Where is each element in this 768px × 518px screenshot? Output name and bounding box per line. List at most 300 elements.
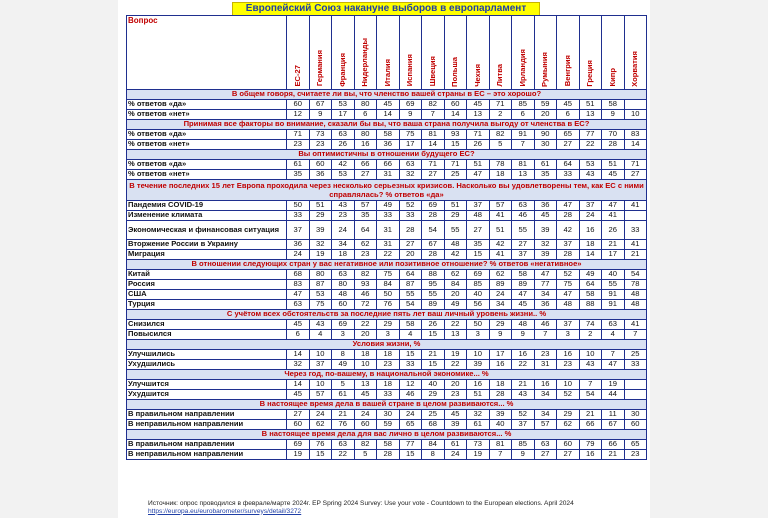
table-cell: 21 — [602, 240, 625, 250]
table-cell: 21 — [512, 380, 535, 390]
table-cell: 67 — [422, 240, 445, 250]
table-cell: 22 — [512, 360, 535, 370]
table-cell: 61 — [534, 160, 557, 170]
table-row — [127, 380, 647, 390]
section-header-row — [127, 120, 647, 130]
table-cell: 93 — [444, 130, 467, 140]
table-cell: 65 — [557, 130, 580, 140]
table-cell — [624, 390, 647, 400]
table-cell: 35 — [534, 170, 557, 180]
table-cell: 4 — [399, 330, 422, 340]
table-cell: 31 — [377, 221, 400, 240]
table-cell: 58 — [602, 100, 625, 110]
column-header — [287, 16, 310, 90]
table-row — [127, 130, 647, 140]
column-header-label: Венгрия — [562, 55, 572, 87]
table-cell: 3 — [467, 330, 490, 340]
table-cell: 25 — [422, 410, 445, 420]
table-cell: 40 — [489, 420, 512, 430]
table-row — [127, 221, 647, 240]
table-cell: 71 — [467, 130, 490, 140]
table-cell: 81 — [422, 130, 445, 140]
table-cell: 9 — [512, 450, 535, 460]
table-cell: 16 — [557, 350, 580, 360]
table-cell: 42 — [557, 221, 580, 240]
table-cell: 80 — [354, 100, 377, 110]
table-cell: 35 — [287, 170, 310, 180]
table-cell: 78 — [624, 280, 647, 290]
table-row — [127, 440, 647, 450]
table-cell: 71 — [287, 130, 310, 140]
table-cell: 44 — [602, 390, 625, 400]
table-cell: 18 — [489, 380, 512, 390]
row-label: Улучшится — [127, 380, 287, 390]
table-cell: 84 — [377, 280, 400, 290]
table-cell: 9 — [309, 110, 332, 120]
column-header-label: Германия — [315, 50, 325, 87]
table-cell: 10 — [557, 380, 580, 390]
table-cell: 37 — [467, 201, 490, 211]
table-cell: 63 — [287, 300, 310, 310]
table-cell: 42 — [489, 240, 512, 250]
table-row — [127, 240, 647, 250]
table-cell: 17 — [602, 250, 625, 260]
table-row — [127, 270, 647, 280]
table-row — [127, 300, 647, 310]
table-cell: 31 — [377, 240, 400, 250]
table-cell: 63 — [399, 160, 422, 170]
table-cell: 9 — [512, 330, 535, 340]
table-cell: 51 — [602, 160, 625, 170]
table-cell: 48 — [624, 300, 647, 310]
table-cell: 53 — [309, 290, 332, 300]
table-cell: 14 — [624, 140, 647, 150]
table-cell: 16 — [354, 140, 377, 150]
table-cell: 16 — [467, 380, 490, 390]
table-cell: 11 — [602, 410, 625, 420]
table-cell: 26 — [422, 320, 445, 330]
table-cell: 9 — [602, 110, 625, 120]
table-cell: 78 — [489, 160, 512, 170]
table-cell: 21 — [579, 410, 602, 420]
row-label: Россия — [127, 280, 287, 290]
table-cell: 18 — [377, 380, 400, 390]
table-cell: 46 — [534, 320, 557, 330]
table-cell: 35 — [467, 240, 490, 250]
table-cell: 67 — [309, 100, 332, 110]
table-cell: 13 — [354, 380, 377, 390]
row-label: Ухудшится — [127, 390, 287, 400]
table-cell: 45 — [287, 320, 310, 330]
table-cell: 62 — [309, 420, 332, 430]
table-cell: 41 — [489, 211, 512, 221]
table-cell: 27 — [557, 140, 580, 150]
table-cell: 81 — [489, 440, 512, 450]
table-cell: 56 — [467, 300, 490, 310]
table-cell: 43 — [332, 201, 355, 211]
table-cell: 29 — [309, 211, 332, 221]
table-row — [127, 250, 647, 260]
table-row — [127, 211, 647, 221]
table-cell: 48 — [624, 290, 647, 300]
table-cell: 31 — [534, 360, 557, 370]
table-cell: 39 — [489, 410, 512, 420]
table-cell: 22 — [444, 360, 467, 370]
table-cell: 16 — [534, 380, 557, 390]
table-cell: 69 — [332, 320, 355, 330]
row-label: % ответов «нет» — [127, 140, 287, 150]
table-cell: 36 — [287, 240, 310, 250]
table-cell: 27 — [287, 410, 310, 420]
table-cell: 10 — [309, 380, 332, 390]
table-cell: 6 — [557, 110, 580, 120]
table-cell: 18 — [377, 350, 400, 360]
table-cell: 15 — [399, 450, 422, 460]
table-cell: 13 — [512, 170, 535, 180]
table-cell: 90 — [534, 130, 557, 140]
section-title: Условия жизни, % — [127, 340, 647, 350]
table-cell: 16 — [512, 350, 535, 360]
table-cell: 68 — [422, 420, 445, 430]
table-cell: 24 — [354, 410, 377, 420]
section-title: Через год, по-вашему, в национальной экономике... % — [127, 370, 647, 380]
section-header-row — [127, 370, 647, 380]
table-cell: 62 — [444, 270, 467, 280]
table-cell: 47 — [602, 201, 625, 211]
table-cell: 7 — [624, 330, 647, 340]
table-cell: 43 — [512, 390, 535, 400]
column-header — [422, 16, 445, 90]
source-link[interactable]: https://europa.eu/eurobarometer/surveys/detail/3272 — [148, 507, 302, 515]
table-cell: 89 — [489, 280, 512, 290]
table-cell: 14 — [579, 250, 602, 260]
table-cell: 29 — [377, 320, 400, 330]
table-cell: 57 — [534, 420, 557, 430]
table-cell: 51 — [579, 100, 602, 110]
table-cell: 72 — [354, 300, 377, 310]
column-header — [444, 16, 467, 90]
question-header: Вопрос — [127, 16, 287, 90]
table-cell: 45 — [512, 300, 535, 310]
table-cell: 55 — [422, 290, 445, 300]
table-cell: 25 — [624, 350, 647, 360]
table-cell: 13 — [444, 330, 467, 340]
table-cell: 20 — [444, 380, 467, 390]
table-cell: 46 — [354, 290, 377, 300]
row-label: Ухудшились — [127, 360, 287, 370]
table-cell: 26 — [332, 140, 355, 150]
table-row — [127, 201, 647, 211]
column-header-label: Хорватия — [630, 50, 640, 87]
table-cell: 33 — [624, 360, 647, 370]
document-title: Европейский Союз накануне выборов в европарламент — [232, 2, 540, 16]
table-cell: 58 — [579, 290, 602, 300]
section-header-row — [127, 180, 647, 201]
table-cell: 69 — [287, 440, 310, 450]
table-cell: 54 — [422, 221, 445, 240]
table-cell: 39 — [309, 221, 332, 240]
table-cell: 27 — [399, 240, 422, 250]
table-cell: 27 — [557, 450, 580, 460]
table-cell: 27 — [422, 170, 445, 180]
table-cell: 20 — [354, 330, 377, 340]
table-cell: 39 — [467, 360, 490, 370]
row-label: Вторжение России в Украину — [127, 240, 287, 250]
table-cell: 71 — [422, 160, 445, 170]
table-cell: 42 — [332, 160, 355, 170]
table-cell: 5 — [354, 450, 377, 460]
table-cell: 88 — [422, 270, 445, 280]
table-cell: 14 — [377, 110, 400, 120]
table-cell: 21 — [602, 450, 625, 460]
table-cell: 28 — [557, 250, 580, 260]
table-cell: 43 — [579, 170, 602, 180]
table-cell: 15 — [422, 330, 445, 340]
table-cell: 89 — [512, 280, 535, 290]
table-cell: 58 — [512, 270, 535, 280]
table-cell: 5 — [489, 140, 512, 150]
column-header-label: Швеция — [427, 56, 437, 87]
table-cell: 75 — [377, 270, 400, 280]
table-cell: 63 — [332, 270, 355, 280]
table-cell: 22 — [579, 140, 602, 150]
table-cell: 61 — [467, 420, 490, 430]
section-title: Вы оптимистичны в отношении будущего ЕС? — [127, 150, 647, 160]
table-cell: 83 — [624, 130, 647, 140]
table-cell: 19 — [444, 350, 467, 360]
row-label: Снизился — [127, 320, 287, 330]
table-cell: 15 — [422, 360, 445, 370]
table-cell: 85 — [512, 440, 535, 450]
table-cell: 16 — [489, 360, 512, 370]
table-cell: 77 — [579, 130, 602, 140]
table-row — [127, 350, 647, 360]
table-cell: 35 — [354, 211, 377, 221]
table-cell: 55 — [512, 221, 535, 240]
table-cell: 91 — [602, 300, 625, 310]
section-header-row — [127, 90, 647, 100]
table-cell: 63 — [332, 440, 355, 450]
section-title: Принимая все факторы во внимание, сказали бы вы, что ваша страна получила выгоду от членства в ЕС? — [127, 120, 647, 130]
table-cell: 15 — [467, 250, 490, 260]
section-title: В настоящее время дела в вашей стране в целом развиваются... % — [127, 400, 647, 410]
table-cell: 46 — [512, 211, 535, 221]
column-header — [489, 16, 512, 90]
table-cell: 75 — [557, 280, 580, 290]
table-cell: 79 — [579, 440, 602, 450]
table-cell: 19 — [287, 450, 310, 460]
table-cell: 50 — [287, 201, 310, 211]
table-cell: 69 — [422, 201, 445, 211]
table-cell: 45 — [602, 170, 625, 180]
table-cell: 8 — [332, 350, 355, 360]
table-cell: 43 — [579, 360, 602, 370]
table-cell: 47 — [287, 290, 310, 300]
table-cell: 82 — [354, 440, 377, 450]
row-label: В правильном направлении — [127, 440, 287, 450]
table-cell: 80 — [332, 280, 355, 290]
table-cell: 4 — [602, 330, 625, 340]
table-cell: 23 — [534, 350, 557, 360]
column-header-label: Литва — [495, 64, 505, 87]
table-cell: 10 — [624, 110, 647, 120]
table-cell: 80 — [309, 270, 332, 280]
row-label: США — [127, 290, 287, 300]
table-cell: 22 — [332, 450, 355, 460]
table-cell: 33 — [377, 390, 400, 400]
table-cell: 13 — [467, 110, 490, 120]
table-cell: 53 — [332, 170, 355, 180]
column-header — [579, 16, 602, 90]
table-cell: 24 — [399, 410, 422, 420]
table-cell: 67 — [602, 420, 625, 430]
table-cell: 28 — [377, 450, 400, 460]
column-header-label: Польша — [450, 56, 460, 87]
table-cell: 16 — [579, 450, 602, 460]
table-cell: 7 — [534, 330, 557, 340]
table-cell: 27 — [467, 221, 490, 240]
table-cell: 63 — [602, 320, 625, 330]
column-header-label: ЕС-27 — [292, 65, 302, 87]
table-cell: 58 — [399, 320, 422, 330]
column-header-label: Нидерланды — [360, 38, 370, 87]
table-cell: 24 — [579, 211, 602, 221]
row-label: В неправильном направлении — [127, 450, 287, 460]
table-cell: 57 — [354, 201, 377, 211]
table-cell: 82 — [422, 100, 445, 110]
table-cell: 34 — [332, 240, 355, 250]
table-cell: 37 — [557, 240, 580, 250]
row-label: Изменение климата — [127, 211, 287, 221]
table-cell: 36 — [377, 140, 400, 150]
table-cell: 23 — [624, 450, 647, 460]
table-cell: 17 — [489, 350, 512, 360]
table-cell: 66 — [377, 160, 400, 170]
table-cell: 36 — [534, 201, 557, 211]
table-cell: 41 — [624, 240, 647, 250]
table-cell: 60 — [332, 300, 355, 310]
table-cell: 33 — [624, 221, 647, 240]
source-note: Источник: опрос проводился в феврале/марте 2024г. EP Spring 2024 Survey: Use your vote - Countdown to the European elections. April 2024 — [148, 500, 574, 507]
table-cell: 40 — [602, 270, 625, 280]
table-cell: 42 — [444, 250, 467, 260]
table-row — [127, 280, 647, 290]
table-cell: 48 — [467, 211, 490, 221]
row-label: Китай — [127, 270, 287, 280]
table-cell: 21 — [624, 250, 647, 260]
table-cell: 61 — [287, 160, 310, 170]
table-cell: 30 — [377, 410, 400, 420]
column-header — [399, 16, 422, 90]
column-header-label: Греция — [585, 59, 595, 87]
row-label: В правильном направлении — [127, 410, 287, 420]
table-cell: 66 — [602, 440, 625, 450]
table-cell: 68 — [287, 270, 310, 280]
table-cell: 23 — [557, 360, 580, 370]
table-cell: 60 — [444, 100, 467, 110]
section-title: В общем говоря, считаете ли вы, что членство вашей страны в ЕС – это хорошо? — [127, 90, 647, 100]
table-cell: 10 — [354, 360, 377, 370]
table-cell: 60 — [287, 100, 310, 110]
table-cell: 27 — [354, 170, 377, 180]
table-cell: 19 — [309, 250, 332, 260]
section-header-row — [127, 150, 647, 160]
column-header — [512, 16, 535, 90]
table-cell: 55 — [602, 280, 625, 290]
table-cell: 45 — [467, 100, 490, 110]
table-cell: 52 — [512, 410, 535, 420]
table-cell: 45 — [354, 390, 377, 400]
table-cell: 10 — [467, 350, 490, 360]
table-row — [127, 140, 647, 150]
table-row — [127, 420, 647, 430]
section-header-row — [127, 430, 647, 440]
table-cell: 18 — [354, 350, 377, 360]
column-header-label: Ирландия — [517, 49, 527, 87]
table-cell: 73 — [467, 440, 490, 450]
table-cell: 20 — [444, 290, 467, 300]
table-cell: 3 — [557, 330, 580, 340]
table-cell: 16 — [579, 221, 602, 240]
table-cell: 37 — [579, 201, 602, 211]
table-cell: 29 — [444, 211, 467, 221]
table-cell: 52 — [399, 201, 422, 211]
table-cell: 62 — [354, 240, 377, 250]
table-row — [127, 320, 647, 330]
table-cell: 28 — [399, 221, 422, 240]
table-cell: 71 — [624, 160, 647, 170]
table-cell: 37 — [557, 320, 580, 330]
table-cell: 41 — [624, 201, 647, 211]
table-cell: 7 — [602, 350, 625, 360]
table-cell: 23 — [354, 250, 377, 260]
table-cell: 87 — [399, 280, 422, 290]
table-cell: 57 — [489, 201, 512, 211]
table-cell: 47 — [534, 270, 557, 280]
table-cell: 65 — [399, 420, 422, 430]
table-cell: 83 — [287, 280, 310, 290]
column-header — [332, 16, 355, 90]
table-cell: 22 — [377, 250, 400, 260]
table-cell: 41 — [624, 320, 647, 330]
table-cell: 73 — [309, 130, 332, 140]
table-cell: 29 — [557, 410, 580, 420]
table-cell: 51 — [467, 160, 490, 170]
table-cell: 50 — [377, 290, 400, 300]
table-cell: 18 — [489, 170, 512, 180]
table-cell: 7 — [512, 140, 535, 150]
table-cell: 22 — [444, 320, 467, 330]
table-cell: 24 — [309, 410, 332, 420]
table-cell: 87 — [309, 280, 332, 290]
header-row — [127, 16, 647, 90]
table-cell: 34 — [489, 300, 512, 310]
table-cell: 49 — [444, 300, 467, 310]
table-cell: 49 — [579, 270, 602, 280]
row-label: % ответов «нет» — [127, 170, 287, 180]
table-cell: 48 — [557, 300, 580, 310]
table-cell: 28 — [602, 140, 625, 150]
row-label: Экономическая и финансовая ситуация — [127, 221, 287, 240]
row-label: % ответов «да» — [127, 130, 287, 140]
table-cell: 75 — [309, 300, 332, 310]
table-cell: 54 — [399, 300, 422, 310]
table-cell: 77 — [399, 440, 422, 450]
table-cell: 34 — [534, 390, 557, 400]
column-header-label: Румыния — [540, 51, 550, 87]
table-cell: 74 — [579, 320, 602, 330]
row-label: % ответов «да» — [127, 100, 287, 110]
